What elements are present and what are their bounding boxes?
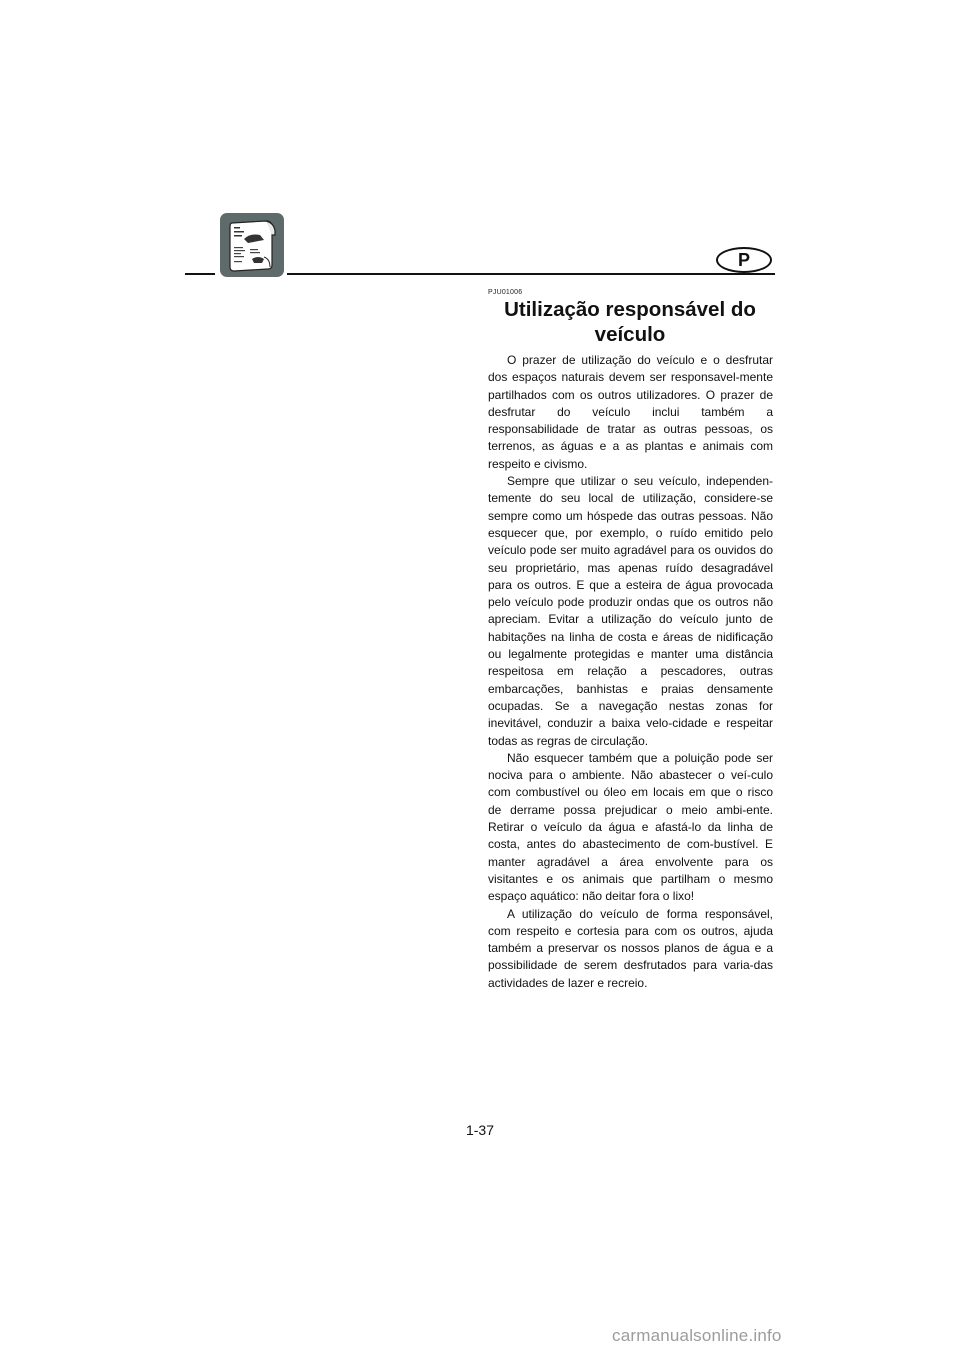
paragraph: Sempre que utilizar o seu veículo, independen-temente do seu local de utilização, considere-se sempre como um hóspede das outras pessoas. Não esquecer que, por exemplo, o ruído emitido pelo veículo pode ser muito agradável para os ouvidos do seu proprietário, mas apenas ruído desagradável para os outros. E que a esteira de água provocada pelo veículo pode produzir ondas que os outros não apreciam. Evitar a utilização do veículo junto de habitações na linha de costa e áreas de nidificação ou legalmente protegidas e manter uma distância respeitosa em relação a pescadores, outras embarcações, banhistas e praias densamente ocupadas. Se a navegação nestas zonas for inevitável, conduzir a baixa velo-cidade e respeitar todas as regras de circulação.: [488, 474, 773, 748]
header-rule-right: [287, 273, 775, 275]
section-title-line1: Utilização responsável do: [504, 298, 756, 321]
watermark: carmanualsonline.info: [612, 1326, 782, 1345]
section-title: [488, 297, 772, 347]
paragraph: A utilização do veículo de forma responsável, com respeito e cortesia para com os outros, ajuda também a preservar os nossos planos de água e a possibilidade de serem desfrutados para varia-das actividades de lazer e recreio.: [488, 906, 773, 990]
section-title-line2: veículo: [594, 323, 666, 346]
header-rule-left: [185, 273, 215, 275]
paragraph: Não esquecer também que a poluição pode ser nociva para o ambiente. Não abastecer o veí-culo com combustível ou óleo em locais em que o risco de derrame possa prejudicar o meio ambi-ente. Retirar o veículo da água e afastá-lo da linha de costa, antes do abastecimento de com-bustível. E manter agradável a área envolvente para os visitantes e os animais que partilham o mesmo espaço aquático: não deitar fora o lixo!: [488, 750, 773, 904]
language-badge: P: [716, 247, 772, 273]
paragraph: O prazer de utilização do veículo e o desfrutar dos espaços naturais devem ser responsavel-mente partilhados com os outros utilizadores. O prazer de desfrutar do veículo inclui também a responsabilidade de tratar as outras pessoas, os terrenos, as águas e a as plantas e animais com respeito e civismo.: [488, 353, 773, 471]
body-text: [488, 352, 773, 992]
page-number: 1-37: [465, 1122, 495, 1138]
manual-page-icon: [220, 213, 284, 277]
document-code: PJU01006: [488, 289, 523, 296]
